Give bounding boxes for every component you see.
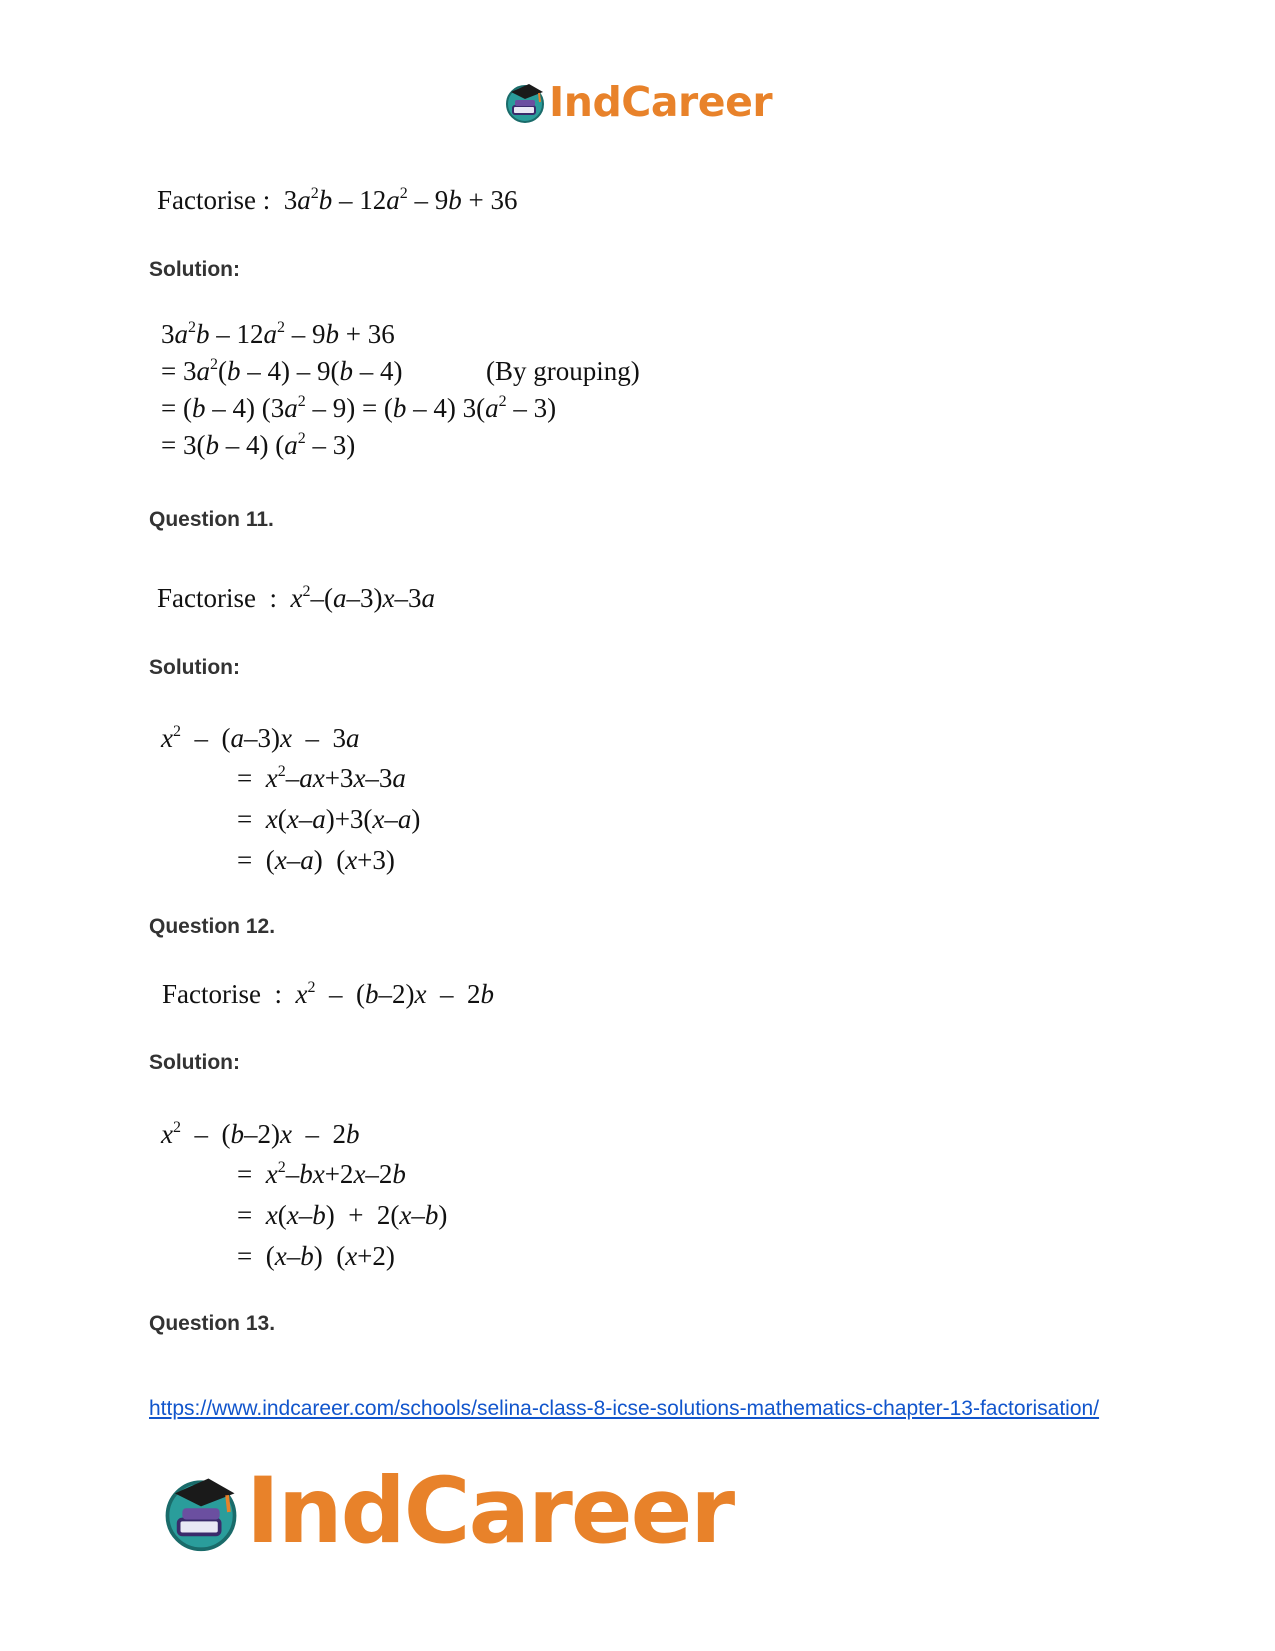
solution-step: = (x–b) (x+2) <box>237 1241 395 1271</box>
question-heading: Question 11. <box>149 508 274 531</box>
solution-step: = 3(b – 4) $(a^2 - 3)$ <box>161 430 356 460</box>
solution-label: Solution: <box>149 656 240 679</box>
brand-name: IndCareer <box>246 1459 734 1564</box>
solution-step: = (x–a) (x+3) <box>237 845 395 875</box>
graduation-cap-book-icon <box>503 80 547 124</box>
graduation-cap-book-icon <box>160 1471 242 1553</box>
question-heading: Question 12. <box>149 915 276 938</box>
solution-step: $x^2 - (b-2)x - 2b$ <box>161 1119 360 1149</box>
solution-step: = $x^2-ax+3x-3a$ <box>237 763 406 793</box>
brand-name: IndCareer <box>549 78 773 126</box>
solution-step: = x(x–a)+3(x–a) <box>237 804 421 834</box>
header-logo <box>503 78 772 126</box>
solution-step: $3a^2b - 12a^2 - 9b + 36$ <box>161 319 395 349</box>
solution-label: Solution: <box>149 1051 240 1074</box>
grouping-note: (By grouping) <box>486 356 640 386</box>
solution-step: = $3a^2(b - 4) - 9(b - 4)$ <box>161 356 403 386</box>
expression: $3a^2b - 12a^2 - 9b + 36$ <box>283 185 518 215</box>
solution-step: = $x^2-bx+2x-2b$ <box>237 1159 406 1189</box>
question-11-text: Factorise : $x^2-(a-3)x-3a$ <box>157 583 435 613</box>
footer-logo <box>160 1459 734 1564</box>
question-heading: Question 13. <box>149 1312 276 1335</box>
solution-step: = x(x–b) + 2(x–b) <box>237 1200 448 1230</box>
solution-label: Solution: <box>149 258 240 281</box>
source-url-link[interactable]: https://www.indcareer.com/schools/selina-class-8-icse-solutions-mathematics-chapter-13-factorisation/ <box>149 1397 1100 1420</box>
solution-step: = (b – 4) $(3a^2 - 9) = (b - 4)$ $3(a^2 - 3)$ <box>161 393 557 423</box>
solution-step: $x^2 - (a-3)x - 3a$ <box>161 723 360 753</box>
factorise-word: Factorise : <box>157 185 284 215</box>
question-12-text: Factorise : $x^2 - (b-2)x - 2b$ <box>162 979 494 1009</box>
question-10-text <box>157 181 517 219</box>
